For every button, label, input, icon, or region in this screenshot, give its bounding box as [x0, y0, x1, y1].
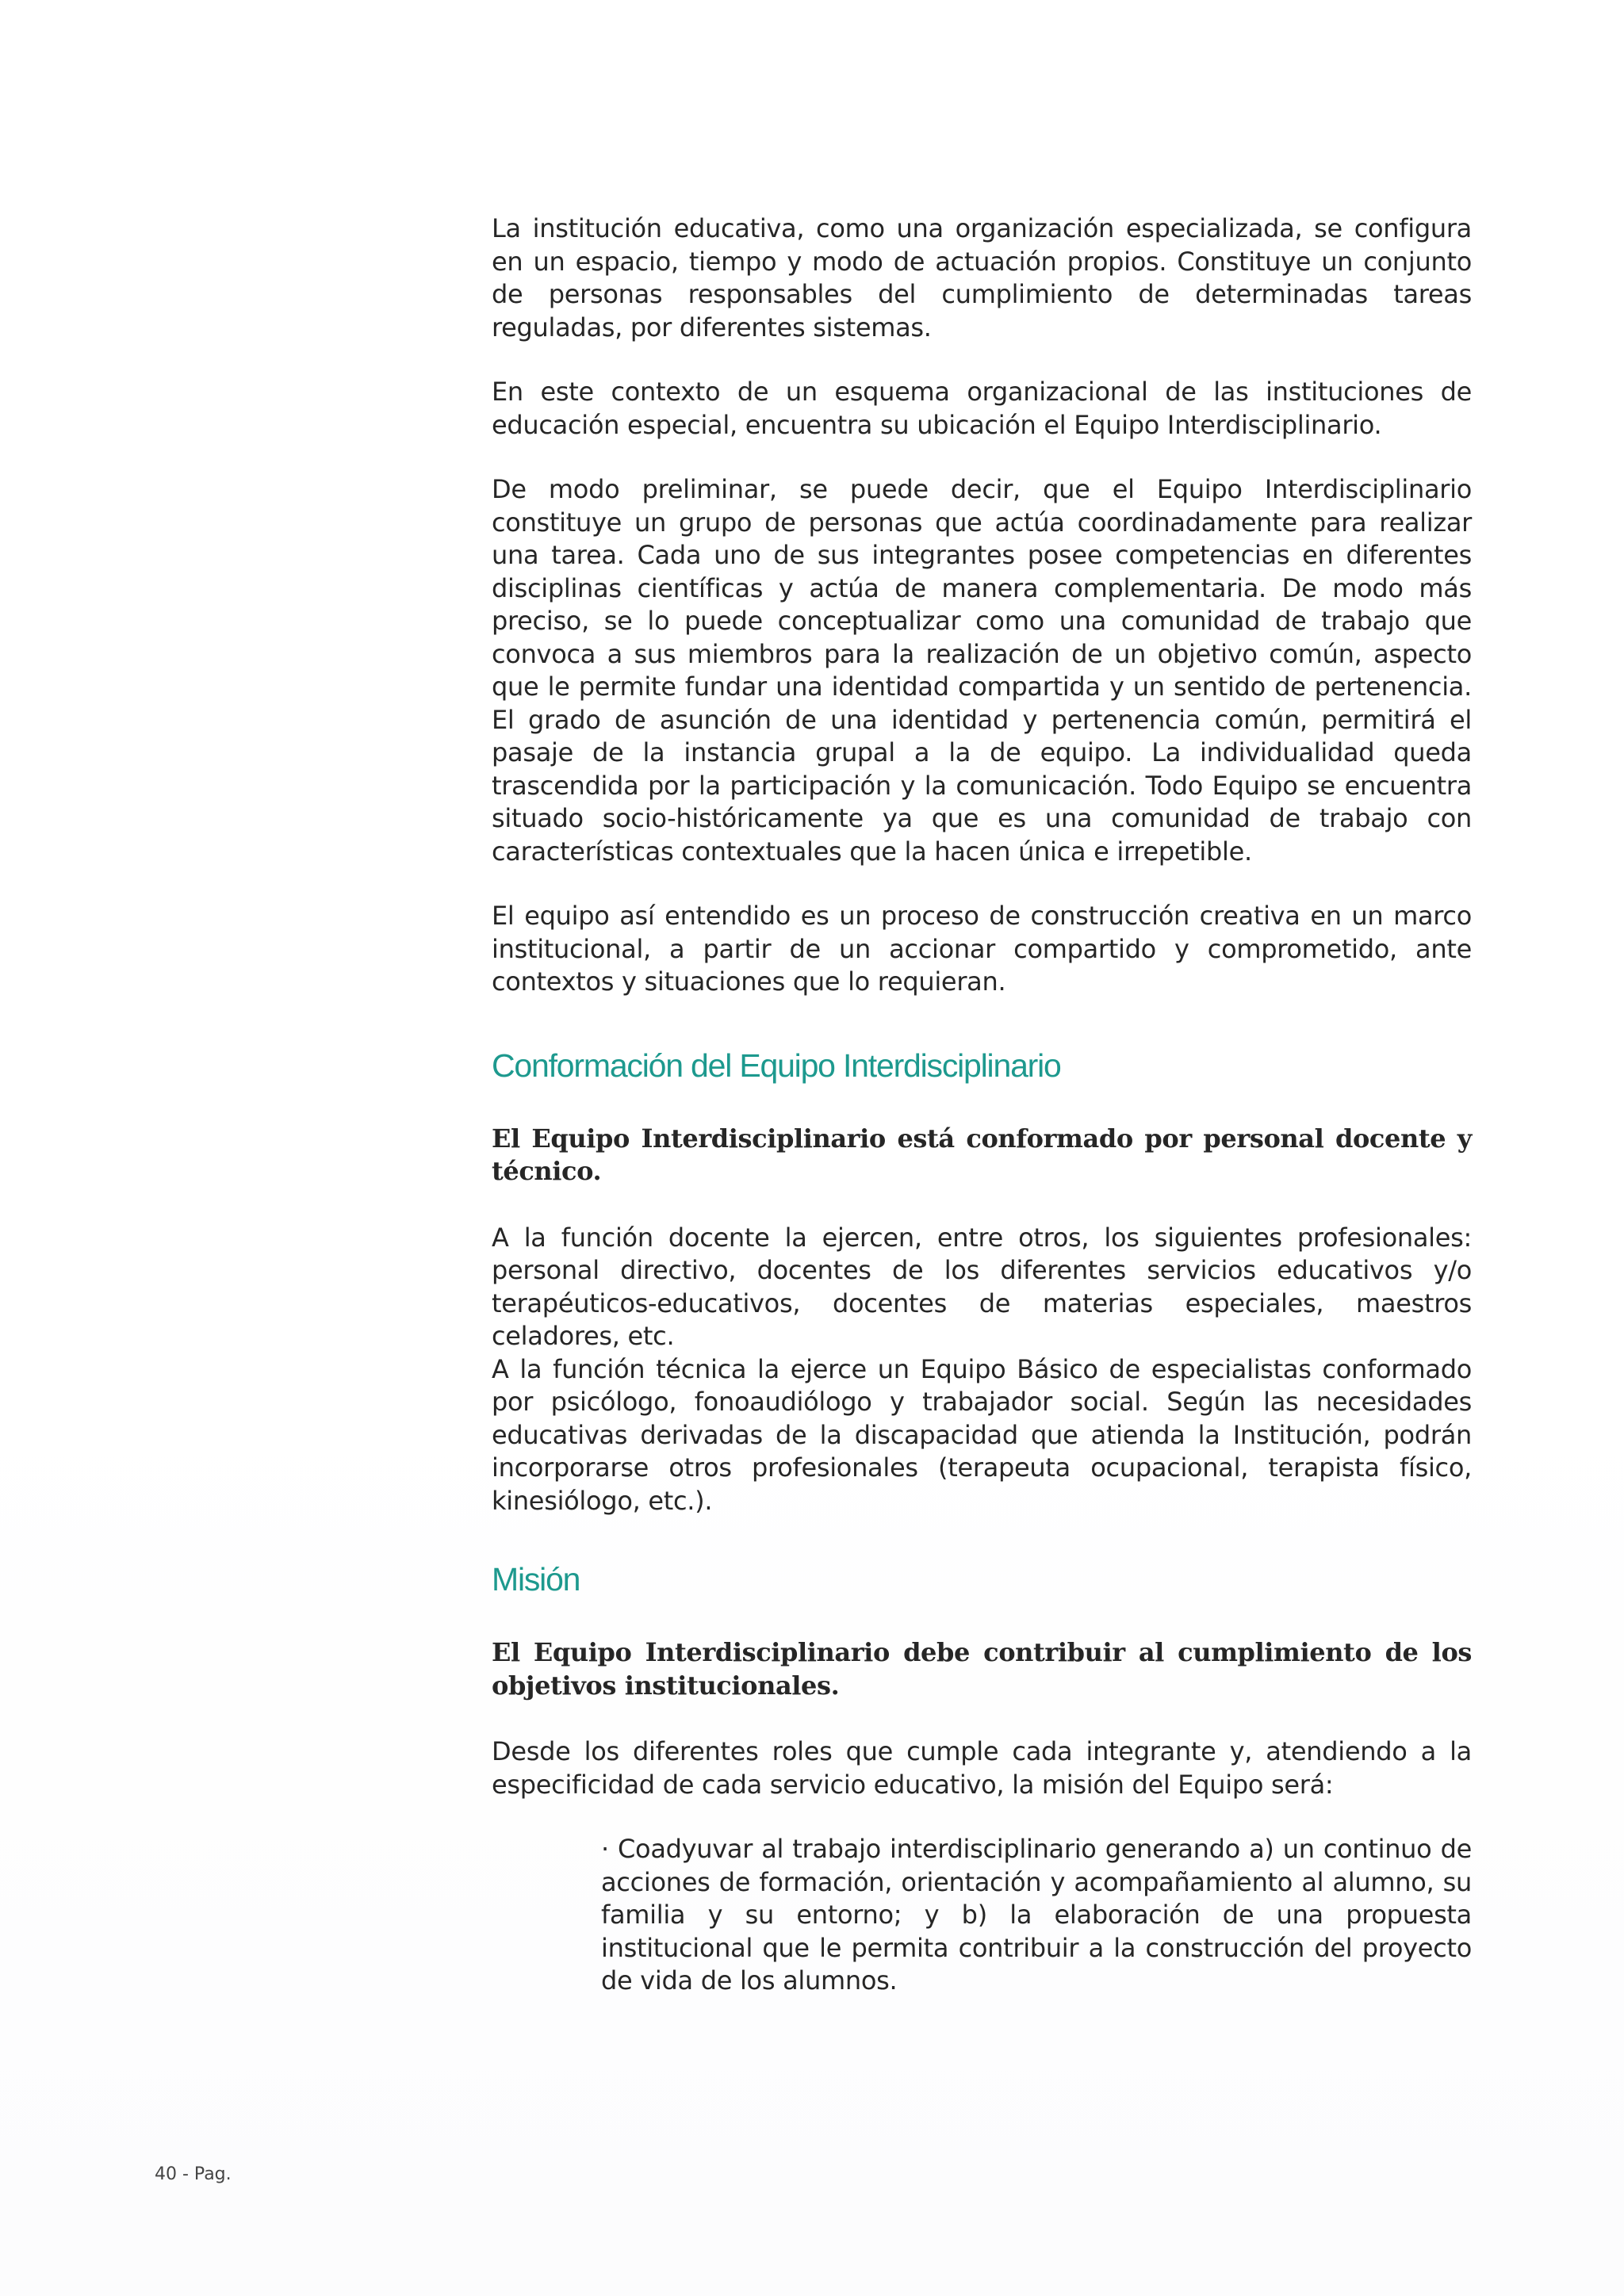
- text-column: [492, 212, 1472, 1998]
- paragraph-institucion: La institución educativa, como una organización especializada, se configura en un espacio, tiempo y modo de actuación propios. Constituye un conjunto de personas responsables del cumplimiento de determinadas tareas reguladas, por diferentes sistemas.: [492, 213, 1472, 342]
- section-heading-conformacion: Conformación del Equipo Interdisciplinario: [492, 1047, 1061, 1084]
- section-heading-mision: Misión: [492, 1561, 580, 1598]
- lead-conformacion: El Equipo Interdisciplinario está conformado por personal docente y técnico.: [492, 1123, 1472, 1186]
- paragraph-contexto: En este contexto de un esquema organizacional de las instituciones de educación especial, encuentra su ubicación el Equipo Interdisciplinario.: [492, 377, 1472, 440]
- paragraph-funcion-docente: A la función docente la ejercen, entre otros, los siguientes profesionales: personal directivo, docentes de los diferentes servicios educativos y/o terapéuticos-educativos, docentes de materias especiales, maestros celadores, etc.: [492, 1222, 1472, 1351]
- paragraph-preliminar: De modo preliminar, se puede decir, que el Equipo Interdisciplinario constituye un grupo de personas que actúa coordinadamente para realizar una tarea. Cada uno de sus integrantes posee competencias en diferentes disciplinas científicas y actúa de manera complementaria. De modo más preciso, se lo puede conceptualizar como una comunidad de trabajo que convoca a sus miembros para la realización de un objetivo común, aspecto que le permite fundar una identidad compartida y un sentido de pertenencia. El grado de asunción de una identidad y pertenencia común, permitirá el pasaje de la instancia grupal a la de equipo. La individualidad queda trascendida por la participación y la comunicación. Todo Equipo se encuentra situado socio-históricamente ya que es una comunidad de trabajo con características contextuales que la hacen única e irrepetible.: [492, 474, 1472, 867]
- lead-mision: El Equipo Interdisciplinario debe contribuir al cumplimiento de los objetivos institucionales.: [492, 1637, 1472, 1701]
- mision-list-item: · Coadyuvar al trabajo interdisciplinario generando a) un continuo de acciones de formación, orientación y acompañamiento al alumno, su familia y su entorno; y b) la elaboración de una propuesta institucional que le permita contribuir a la construcción del proyecto de vida de los alumnos.: [601, 1834, 1472, 1996]
- paragraph-funcion-tecnica: A la función técnica la ejerce un Equipo Básico de especialistas conformado por psicólogo, fonoaudiólogo y trabajador social. Según las necesidades educativas derivadas de la discapacidad que atienda la Institución, podrán incorporarse otros profesionales (terapeuta ocupacional, terapista físico, kinesiólogo, etc.).: [492, 1353, 1472, 1516]
- paragraph-mision-intro: Desde los diferentes roles que cumple cada integrante y, atendiendo a la especificidad de cada servicio educativo, la misión del Equipo será:: [492, 1736, 1472, 1800]
- page-number: 40 - Pag.: [155, 2164, 232, 2184]
- paragraph-proceso: El equipo así entendido es un proceso de construcción creativa en un marco institucional, a partir de un accionar compartido y comprometido, ante contextos y situaciones que lo requieran.: [492, 901, 1472, 997]
